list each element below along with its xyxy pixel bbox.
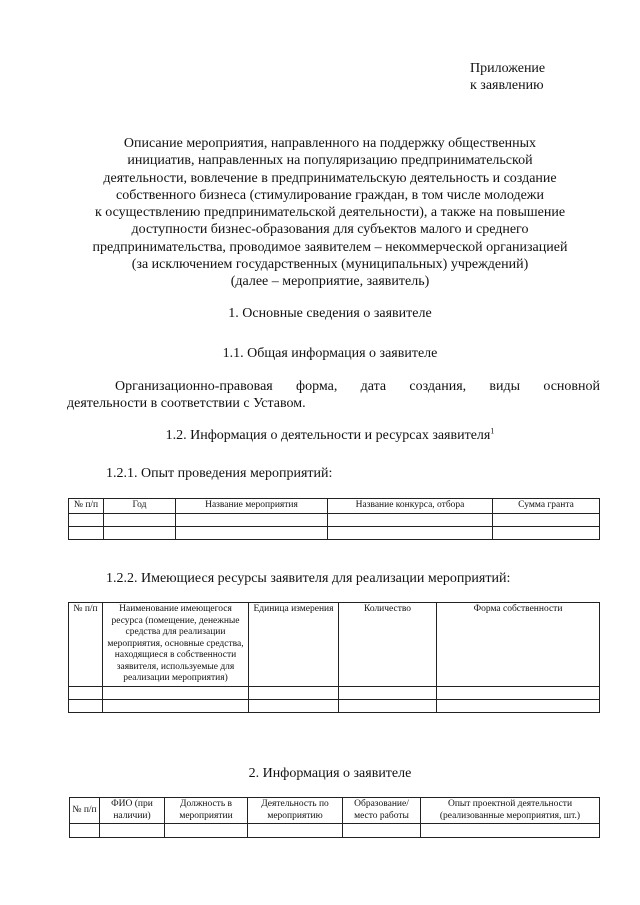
table-cell <box>328 526 493 539</box>
paragraph-line-2: деятельности в соответствии с Уставом. <box>67 396 306 412</box>
table-row <box>69 699 600 712</box>
section-1-2-heading <box>60 428 600 444</box>
table-cell <box>493 513 600 526</box>
table-cell <box>69 686 103 699</box>
section-1-1-heading: 1.1. Общая информация о заявителе <box>222 346 438 361</box>
title-line: доступности бизнес-образования для субъектов малого и среднего <box>131 222 529 238</box>
table-cell <box>493 526 600 539</box>
resources-table <box>68 602 600 713</box>
applicant-info-table <box>69 797 600 838</box>
table-row <box>69 686 600 699</box>
table-cell <box>69 699 103 712</box>
table-cell <box>176 513 328 526</box>
table-cell <box>249 699 339 712</box>
table-cell <box>104 526 176 539</box>
table-cell <box>103 699 249 712</box>
section-1-2-1-heading: 1.2.1. Опыт проведения мероприятий: <box>106 466 333 481</box>
table-cell <box>343 824 421 838</box>
appendix-label <box>470 60 545 94</box>
table-cell <box>328 513 493 526</box>
title-line: к осуществлению предпринимательской деятельности), а также на повышение <box>94 205 566 221</box>
section-1-heading: 1. Основные сведения о заявителе <box>228 306 432 321</box>
column-header: № п/п <box>69 499 104 514</box>
table-cell <box>248 824 343 838</box>
table-row <box>70 824 600 838</box>
table-row <box>69 526 600 539</box>
document-title <box>60 135 600 291</box>
column-header: Название мероприятия <box>176 499 328 514</box>
column-header: Образование/ место работы <box>343 798 421 824</box>
column-header: Деятельность по мероприятию <box>248 798 343 824</box>
column-header: Количество <box>339 603 437 687</box>
title-line: собственного бизнеса (стимулирование граждан, в том числе молодежи <box>116 187 544 203</box>
events-experience-table <box>68 498 600 540</box>
column-header: ФИО (при наличии) <box>100 798 165 824</box>
column-header: Форма собственности <box>437 603 600 687</box>
section-1-2-heading-text: 1.2. Информация о деятельности и ресурсах заявителя <box>165 428 491 443</box>
title-line: Описание мероприятия, направленного на поддержку общественных <box>123 136 537 151</box>
table-cell <box>104 513 176 526</box>
table-cell <box>103 686 249 699</box>
title-line: (далее – мероприятие, заявитель) <box>230 274 430 290</box>
table-cell <box>437 686 600 699</box>
table-cell <box>69 513 104 526</box>
footnote-marker: 1 <box>490 426 495 436</box>
column-header: № п/п <box>70 798 100 824</box>
table-cell <box>421 824 600 838</box>
table-cell <box>339 699 437 712</box>
table-header-row <box>69 499 600 514</box>
section-1-2-2-heading: 1.2.2. Имеющиеся ресурсы заявителя для реализации мероприятий: <box>106 571 511 586</box>
table-cell <box>437 699 600 712</box>
table-cell <box>165 824 248 838</box>
table-cell <box>249 686 339 699</box>
column-header: Должность в мероприятии <box>165 798 248 824</box>
column-header: Год <box>104 499 176 514</box>
title-line: (за исключением государственных (муниципальных) учреждений) <box>131 257 529 273</box>
paragraph-line-1: Организационно-правовая форма, дата создания, виды основной <box>115 379 600 394</box>
table-header-row <box>70 798 600 824</box>
table-cell <box>176 526 328 539</box>
column-header: Название конкурса, отбора <box>328 499 493 514</box>
appendix-line-2: к заявлению <box>470 78 544 93</box>
title-line: деятельности, вовлечение в предпринимательскую деятельность и создание <box>103 170 557 186</box>
title-line: предпринимательства, проводимое заявителем – некоммерческой организацией <box>92 239 568 255</box>
column-header: Опыт проектной деятельности (реализованные мероприятия, шт.) <box>421 798 600 824</box>
column-header: Сумма гранта <box>493 499 600 514</box>
appendix-line-1: Приложение <box>470 61 546 76</box>
table-header-row <box>69 603 600 687</box>
table-row <box>69 513 600 526</box>
table-cell <box>69 526 104 539</box>
table-cell <box>339 686 437 699</box>
title-line: инициатив, направленных на популяризацию предпринимательской <box>127 153 533 169</box>
column-header: № п/п <box>69 603 103 687</box>
column-header: Единица измерения <box>249 603 339 687</box>
column-header: Наименование имеющегося ресурса (помещение, денежные средства для реализации мероприятия, основные средства, находящиеся в собственности заявителя, используемые для реализации мероприятия) <box>103 603 249 687</box>
table-cell <box>100 824 165 838</box>
section-1-1-paragraph <box>67 378 600 413</box>
table-cell <box>70 824 100 838</box>
section-2-heading: 2. Информация о заявителе <box>248 766 412 781</box>
